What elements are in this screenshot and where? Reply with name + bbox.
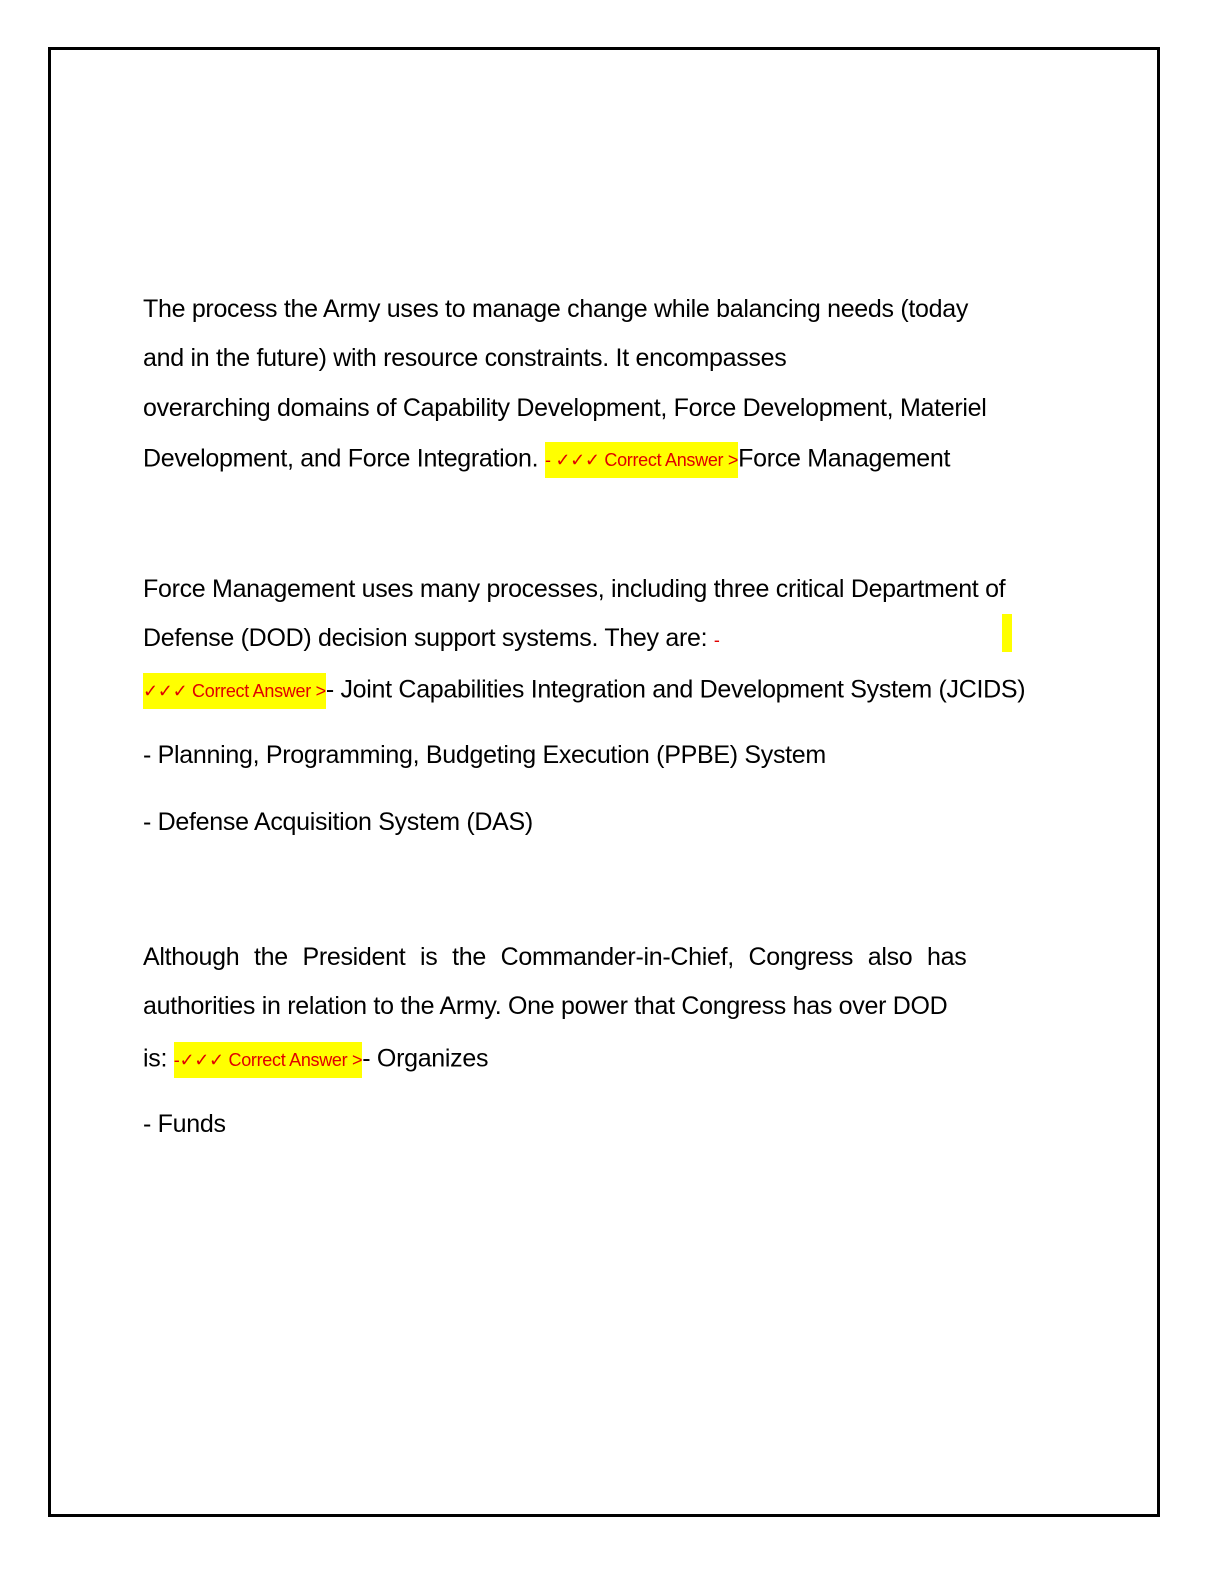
- q2-answer-2: - Planning, Programming, Budgeting Execution (PPBE) System: [143, 741, 826, 769]
- q2-line-2: [143, 623, 720, 655]
- q3-line-3-text: is:: [143, 1044, 174, 1073]
- q1-line-3: overarching domains of Capability Development, Force Development, Materiel: [143, 394, 987, 422]
- q1-line-4: [143, 442, 950, 478]
- q2-answer-1: - Joint Capabilities Integration and Development System (JCIDS): [325, 675, 1026, 704]
- correct-answer-marker-dash: -: [713, 630, 720, 650]
- q3-answer-1: - Organizes: [362, 1044, 489, 1073]
- page-border: [48, 47, 1160, 1517]
- highlight-bar: [1002, 614, 1012, 652]
- correct-answer-marker: - ✓✓✓ Correct Answer >: [545, 442, 738, 478]
- correct-answer-marker: -✓✓✓ Correct Answer >: [174, 1042, 363, 1078]
- q2-answer-3: - Defense Acquisition System (DAS): [143, 808, 533, 836]
- q1-line-2: and in the future) with resource constraints. It encompasses: [143, 344, 787, 372]
- q1-line-4-text: Development, and Force Integration.: [143, 444, 545, 473]
- q1-answer: Force Management: [738, 444, 951, 473]
- q2-line-2-text: Defense (DOD) decision support systems. They are:: [143, 624, 714, 652]
- q2-line-3: [143, 673, 1025, 709]
- q2-line-1: Force Management uses many processes, including three critical Department of: [143, 575, 1006, 603]
- q3-line-2: authorities in relation to the Army. One power that Congress has over DOD: [143, 992, 948, 1020]
- q3-line-1: Although the President is the Commander-in-Chief, Congress also has: [143, 943, 967, 971]
- correct-answer-marker: ✓✓✓ Correct Answer >: [143, 673, 326, 709]
- q1-line-1: The process the Army uses to manage change while balancing needs (today: [143, 295, 969, 323]
- q3-line-3: [143, 1042, 488, 1078]
- q3-answer-2: - Funds: [143, 1110, 226, 1138]
